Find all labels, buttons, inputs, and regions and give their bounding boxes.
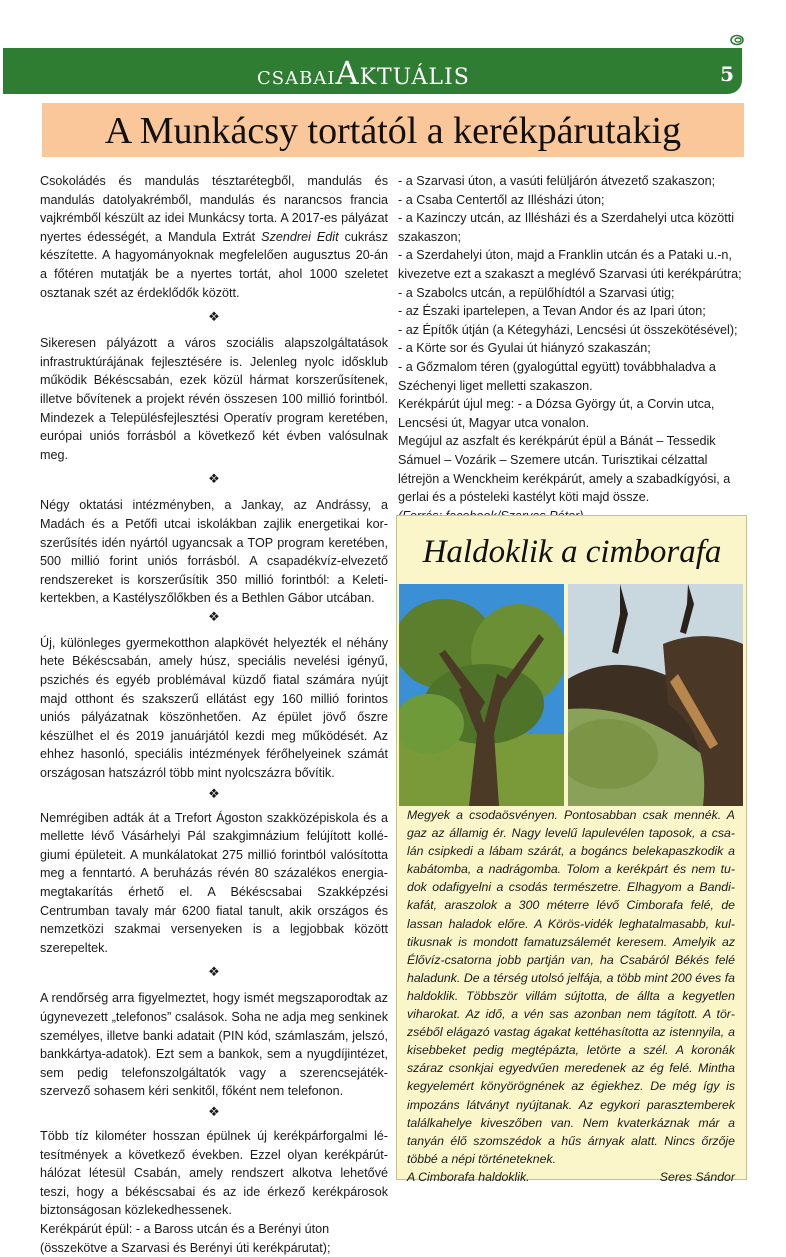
page-number: 5 [720,62,734,86]
box-signature-row [407,1168,735,1186]
header-bar [3,48,742,94]
left-column [40,172,388,1257]
tree-photo [399,584,564,806]
paragraph-kerekpar: Több tíz kilométer hosszan épülnek új kerékpárforgalmi létesítmények a következő években. Ezzel olyan kerékpárúthálózat létesül Csabán, amely rendszert alkotva lehetővé teszi, hogy a békéscsabai és az ide érkező kerékpárosok biztonságosan közlekedhessenek. [40,1128,388,1218]
paragraph-kerekparut-epul: Kerékpárút épül: - a Baross utcán és a Berényi úton (összekötve a Szarvasi és Berényi úti kerékpárutat); [40,1221,331,1255]
publication-brand [257,54,470,92]
closing-line: A Cimborafa haldoklik. [407,1169,530,1184]
author-name: Seres Sándor [659,1169,735,1184]
swirl-ornament-icon [730,34,744,46]
list-item: - a Körte sor és Gyulai út hiányzó szakaszán; [398,341,651,356]
paragraph-iskolak: Négy oktatási intézményben, a Jankay, az Andrássy, a Madách és a Petőfi utcai iskolákban zajlik energetikai korszerűsítés idén nyártól ugyancsak a TOP program keretében, 500 millió forint uniós forrásból. A csapadékvíz-elvezető rendszereket is korszerűsítik 350 millió forintból: a Keletikertekben, a Kastélyszőlőkben és a Bethlen Gábor utcában. [40,498,388,606]
brand-small: csabai [257,61,336,91]
paragraph-kollegium: Nemrégiben adták át a Trefort Ágoston szakközépiskola és a mellette lévő Vásárhelyi Pál szakgimnázium felújított kollégiumi épületeit. A munkálatokat 275 millió forintból valósította meg a fenntartó. A beruházás révén 80 százalékos energia-megtakarítás érhető el. A Békéscsabai Szakképzési Centrumban tavaly már 6200 fiatal tanult, akik országos és nemzetközi szakmai versenyeken is a legjobbak között szerepeltek. [40,810,388,955]
list-item: - a Szarvasi úton, a vasúti felüljárón átvezető szakaszon; [398,174,716,188]
broken-trunk-photo [568,584,743,806]
separator-icon: ❖ [208,1103,220,1119]
list-item: - a Gőzmalom téren (gyalogúttal együtt) továbbhaladva a Széchenyi liget melletti szakaszon. [398,359,716,393]
separator-icon: ❖ [208,608,220,624]
list-item: - a Kazinczy utcán, az Illésházi és a Szerdahelyi utca közötti szakaszon; [398,211,734,244]
list-item: - az Építők útján (a Kétegyházi, Lencsési út összekötésével); [398,322,738,337]
paragraph-torta: Csokoládés és mandulás tésztarétegből, mandulás és mandulás datolyakrémből, mandulás és narancsos francia vajkrémből készült az idei Munkácsy torta. A 2017-es pályázat nyertes édességét, a Mandula Extrát Szendrei Edit cukrász készítette. A hagyományoknak megfelelően augusztus 20-án a főtéren mutatják be a nyertes tortát, ahol 1000 szeletet osztanak szét az érdeklődők között. [40,174,388,300]
list-item: - a Szabolcs utcán, a repülőhídtól a Szarvasi útig; [398,285,675,300]
list-item: - a Csaba Centertől az Illésházi úton; [398,192,605,207]
paragraph-szocialis: Sikeresen pályázott a város szociális alapszolgáltatások infrastruktúrájának fejlesztésére is. Jelenleg nyolc idősklub működik Békéscsabán, ezek közül hármat korszerűsítenek, illetve bővítenek a projekt révén összesen 100 millió forintból. Mindezek a Településfejlesztési Operatív program keretében, európai uniós forrásból a következő két évben valósulnak meg. [40,336,388,462]
paragraph-gyermekotthon: Új, különleges gyermekotthon alapkövét helyezték el néhány hete Békéscsabán, amely húsz, speciális nevelési igényű, pszichés és egyéb problémával küzdő fiatal számára nyújt majd otthont és szakszerű ellátást egy 160 millió forintos uniós pályázatnak köszönhetően. Az épület jövő őszre készülhet el és 2019 januárjától kezdi meg működését. Az ehhez hasonló, speciális intézmények férőhelyeinek számát országosan hatszázról több mint nyolcszázra bővítik. [40,635,388,781]
right-column [398,172,744,525]
separator-icon: ❖ [208,785,220,801]
article-title-box [42,103,744,157]
article-title: A Munkácsy tortától a kerékpárutakig [104,110,682,152]
list-item: - az Északi ipartelepen, a Tevan Andor és az Ipari úton; [398,304,706,319]
cimborafa-box [396,515,747,1184]
box-title: Haldoklik a cimborafa [422,534,722,570]
box-text [407,806,735,1186]
list-item: Kerékpárút újul meg: - a Dózsa György út, a Corvin utca, Lencsési út, Magyar utca vonalon. [398,397,715,430]
paragraph-rendorseg: A rendőrség arra figyelmeztet, hogy ismét megszaporodtak az úgynevezett „telefonos” csalások. Soha ne adja meg senkinek személyes, illetve banki adatait (PIN kód, számlaszám, jelszó, bankkártya-adatok). Ezt sem a bankok, sem a nyugdíjintézet, sem pedig telefonszolgáltatók vagy a szerencsejáték-szervező sohasem kéri senkitől, főként nem telefonon. [40,991,388,1099]
separator-icon: ❖ [208,309,220,325]
confectioner-name: Szendrei Edit [261,229,339,244]
box-paragraph: Megyek a csodaösvényen. Pontosabban csak mennék. A gaz az államig ér. Nagy levelű lapulevélen taposok, a csalán csipkedi a lábam szárát, a bogáncs belekapaszkodik a kabátomba, a nadrágomba. Tolom a kerékpárt és nem tudok odafigyelni a csodás természetre. Elhagyom a Bandikafát, araszolok a 300 méterre lévő Cimborafa felé, de lassan haladok előre. A Körös-vidék leghatalmasabb, kultikusnak is mondott famatuzsálemét keresem. Amelyik az Élővíz-csatorna jobb partján van, ha Csabáról Békés felé haladunk. De a térség utolsó jelfája, a több mint 200 éves fa haldoklik. Többször villám sújtotta, de állta a kegyetlen viharokat. Az idő, a vén sas azonban nem tágított. A törzséből elágazó vastag ágakat kettéhasította az istennyila, a kisebbeket pedig megtépázta, letörte a szél. A koronák száraz csonkjai egyedvűen meredenek az ég felé. Mintha kegyelemért könyörögnének az égiekhez. De még így is impozáns látványt nyújtanak. Az egykori parasztemberek találkahelye kiveszőben van. Nem kvaterkáznak már a tanyán élő szomszédok a hűs árnyak alatt. Nincs őrzője többé a népi történeteknek. [407,808,735,1166]
list-item: - a Szerdahelyi úton, majd a Franklin utcán és a Pataki u.-n, kivezetve ezt a szakaszt a meglévő Szarvasi úti kerékpárútra; [398,248,742,281]
separator-icon: ❖ [208,964,220,980]
separator-icon: ❖ [208,471,220,487]
list-item: Megújul az aszfalt és kerékpárút épül a Bánát – Tessedik Sámuel – Vozárik – Szemere utcán. Turisztikai célzattal létrejön a Wenckheim kerékpárút, amely a szabadkígyósi, a gerlai és a pósteleki kastélyt köti majd össze. [398,434,731,505]
brand-big: Aktuális [335,54,470,92]
